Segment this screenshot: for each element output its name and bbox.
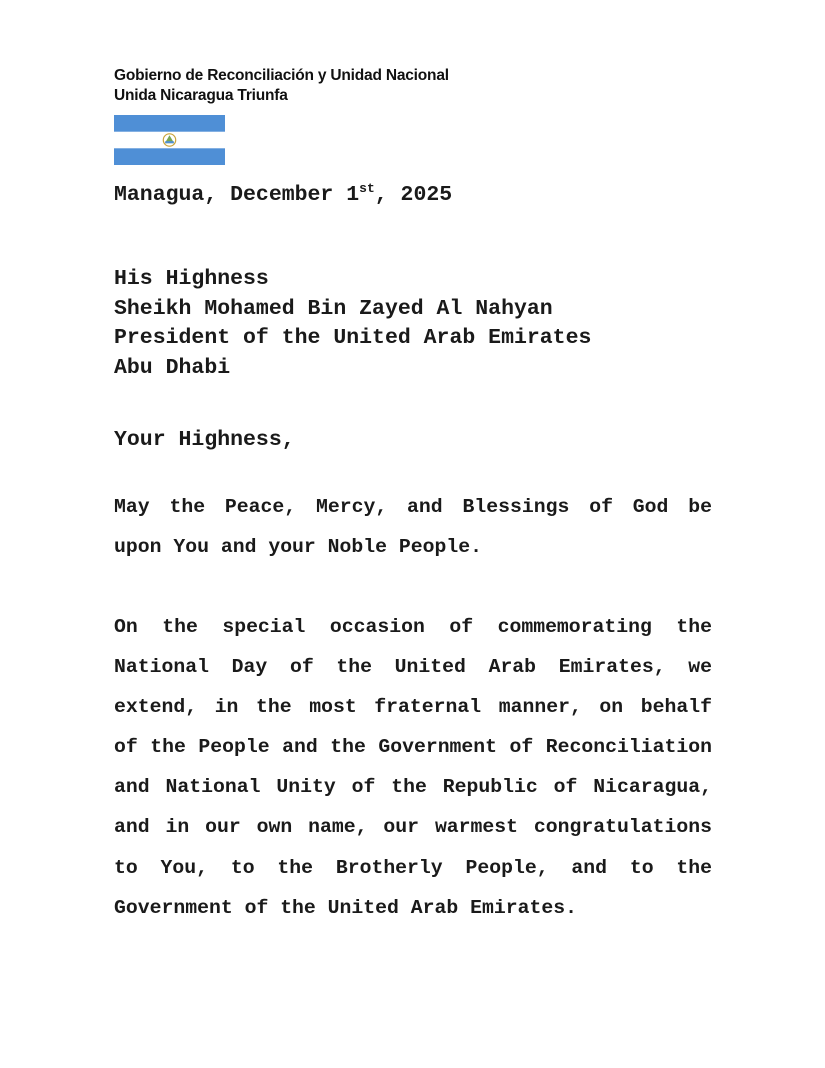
paragraph-line: extend, in the most fraternal manner, on behalf xyxy=(114,696,712,719)
addressee-name: Sheikh Mohamed Bin Zayed Al Nahyan xyxy=(114,296,553,321)
paragraph-line: and in our own name, our warmest congratulations xyxy=(114,816,712,839)
addressee-block xyxy=(114,265,591,384)
letterhead-slogan: Unida Nicaragua Triunfa xyxy=(114,87,288,104)
paragraph-blessing xyxy=(114,487,712,567)
letterhead-government-name: Gobierno de Reconciliación y Unidad Nacional xyxy=(114,67,449,84)
letterhead xyxy=(114,66,449,106)
paragraph-line: to You, to the Brotherly People, and to the xyxy=(114,856,712,879)
addressee-honorific: His Highness xyxy=(114,267,269,291)
date-ordinal: st xyxy=(359,181,375,196)
letter-date: Managua, December 1st, 2025 xyxy=(114,181,453,207)
paragraph-line: of the People and the Government of Reconciliation xyxy=(114,736,712,759)
paragraph-line: May the Peace, Mercy, and Blessings of God be xyxy=(114,496,712,518)
addressee-title: President of the United Arab Emirates xyxy=(114,326,592,351)
nicaragua-flag-icon xyxy=(114,115,225,165)
paragraph-line: upon You and your Noble People. xyxy=(114,536,482,559)
paragraph-line: On the special occasion of commemorating the xyxy=(114,616,712,638)
paragraph-congratulations xyxy=(114,607,712,928)
paragraph-line: National Day of the United Arab Emirates, we xyxy=(114,656,712,679)
paragraph-line: and National Unity of the Republic of Nicaragua, xyxy=(114,776,712,799)
salutation: Your Highness, xyxy=(114,428,295,452)
addressee-city: Abu Dhabi xyxy=(114,356,231,381)
paragraph-line: Government of the United Arab Emirates. xyxy=(114,896,577,919)
